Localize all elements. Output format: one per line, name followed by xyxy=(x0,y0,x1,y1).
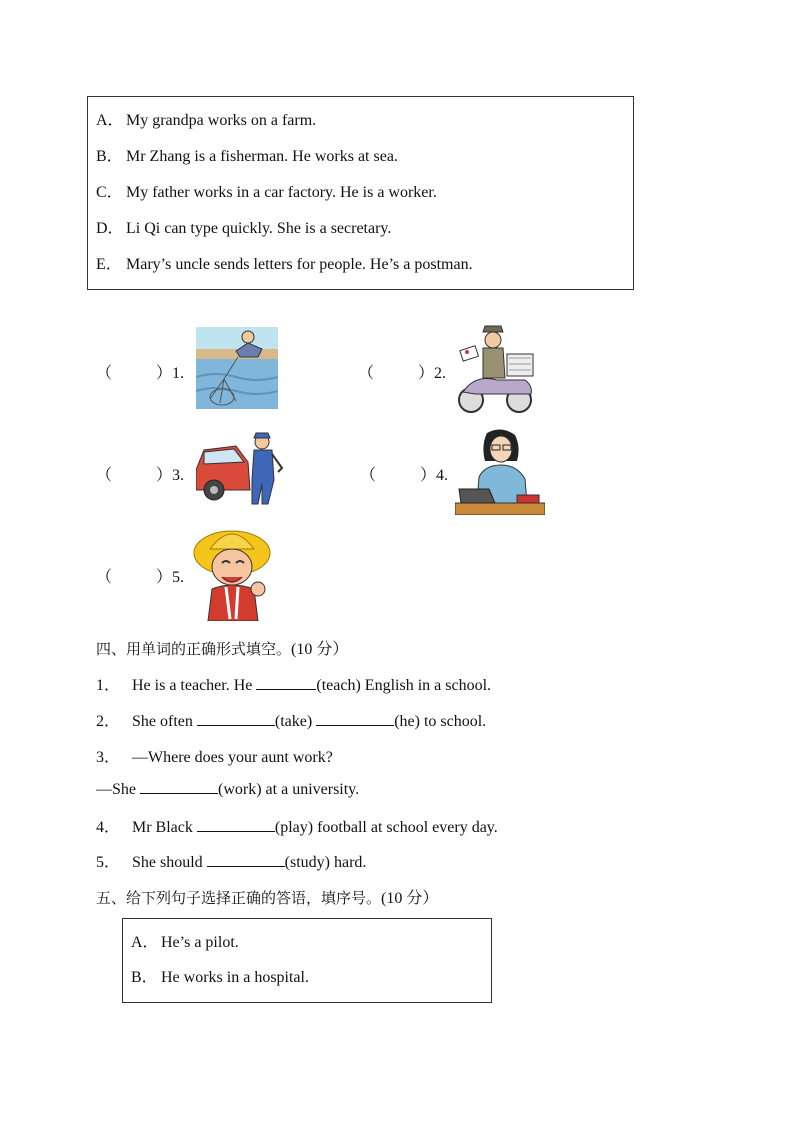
question-4-1: 1． He is a teacher. He (teach) English in a school. xyxy=(96,677,492,694)
fill-blank[interactable] xyxy=(197,711,275,726)
answer-blank-3[interactable]: （ ）3. xyxy=(96,467,185,484)
question-4-3-answer: —She (work) at a university. xyxy=(96,781,360,798)
answer-blank-5[interactable]: （ ）5. xyxy=(96,569,185,586)
option-c: C． My father works in a car factory. He is a worker. xyxy=(96,184,437,201)
section-5-heading: 五、给下列句子选择正确的答语，填序号。(10 分） xyxy=(96,889,439,907)
answer-blank-1[interactable]: （ ）1. xyxy=(96,365,185,382)
car-worker-icon xyxy=(196,432,286,506)
option-a: A． He’s a pilot. xyxy=(131,934,239,951)
option-b: B． Mr Zhang is a fisherman. He works at sea. xyxy=(96,148,398,165)
fill-blank[interactable] xyxy=(197,817,275,832)
question-4-2: 2． She often (take) (he) to school. xyxy=(96,713,487,730)
fill-blank[interactable] xyxy=(140,779,218,794)
option-b: B． He works in a hospital. xyxy=(131,969,309,986)
options-box xyxy=(87,96,634,290)
fill-blank[interactable] xyxy=(256,675,316,690)
answer-blank-2[interactable]: （ ）2. xyxy=(358,365,447,382)
secretary-icon xyxy=(455,427,545,515)
answer-blank-4[interactable]: （ ）4. xyxy=(360,467,449,484)
fisherman-icon xyxy=(196,327,278,409)
question-4-3: 3． —Where does your aunt work? xyxy=(96,749,333,766)
question-4-4: 4． Mr Black (play) football at school every day. xyxy=(96,819,498,836)
section-5-options-box xyxy=(122,918,492,1003)
option-d: D． Li Qi can type quickly. She is a secretary. xyxy=(96,220,392,237)
section-4-heading: 四、用单词的正确形式填空。(10 分） xyxy=(96,640,349,658)
postman-icon xyxy=(455,322,537,414)
option-a: A． My grandpa works on a farm. xyxy=(96,112,317,129)
farmer-icon xyxy=(192,523,274,621)
fill-blank[interactable] xyxy=(207,852,285,867)
option-e: E． Mary’s uncle sends letters for people. He’s a postman. xyxy=(96,256,473,273)
question-4-5: 5． She should (study) hard. xyxy=(96,854,367,871)
fill-blank[interactable] xyxy=(316,711,394,726)
